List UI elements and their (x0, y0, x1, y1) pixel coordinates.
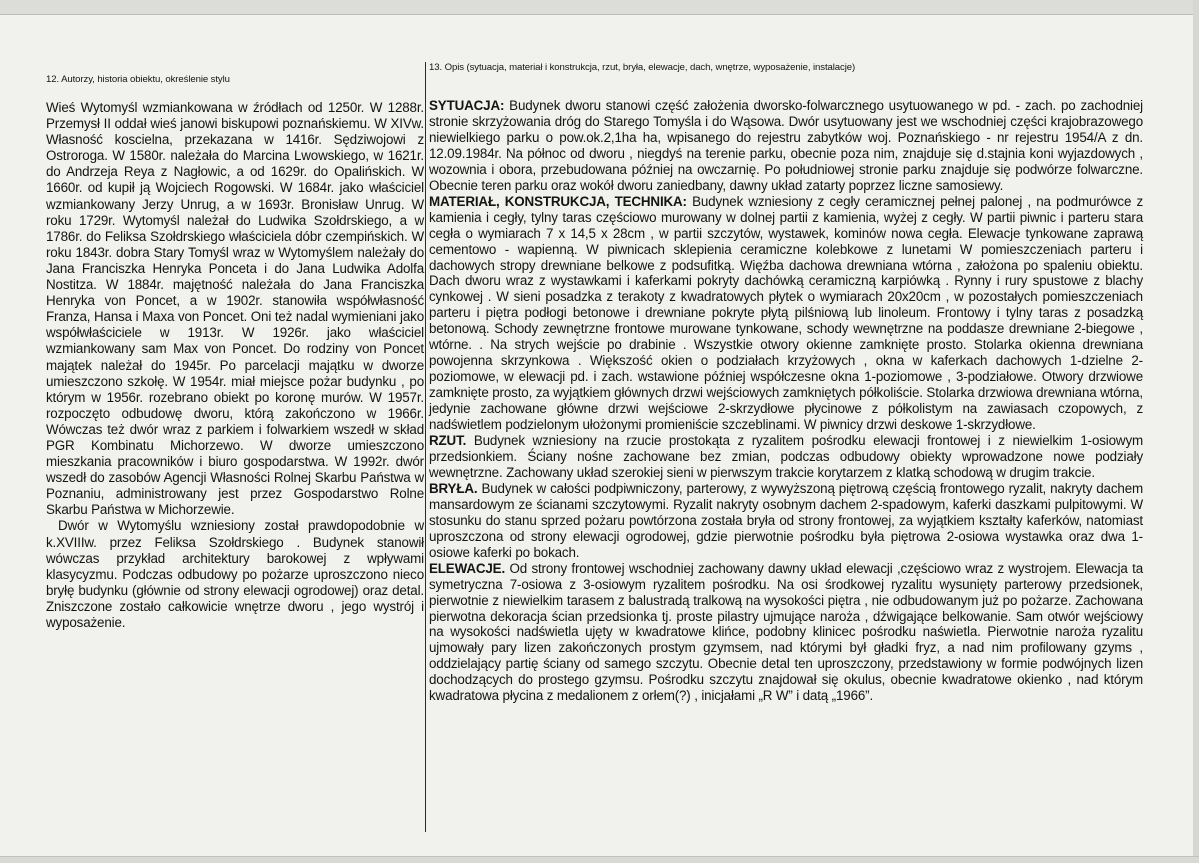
right-column-description (429, 98, 1143, 704)
section-elevations (429, 561, 1143, 705)
style-paragraph: Dwór w Wytomyślu wzniesiony został prawdopodobnie w k.XVIIIw. przez Feliksa Szołdrskiego . Budynek stanowił wówczas przykład architektury barokowej z wpływami klasycyzmu. Podczas odbudowy po pożarze uproszczono nieco bryłę budynku (głównie od strony elewacji ogrodowej) oraz detal. Zniszczone zostało całkowicie wnętrze dworu , jego wystrój i wyposażenie. (46, 518, 424, 630)
scan-right-edge (1193, 0, 1199, 863)
section-text-elevations: Od strony frontowej wschodniej zachowany dawny układ elewacji ,częściowo wraz z wystrojem. Elewacja ta symetryczna 7-osiowa z 3-osiowym ryzalitem pośrodku. Na osi środkowej ryzalitu wysunięty parterowy przedsionek, pierwotnie z niewielkim tarasem z balustradą tralkową na wysokości piętra , nie odbudowanym już po pożarze. Zachowana pierwotna dekoracja ścian przedsionka tj. proste pilastry ujmujące naroża , dźwigające belkowanie. Sam otwór wejściowy na wysokości nadświetla ujęty w kwadratowe klińce, podobny klinicec pośrodku naświetla. Pierwotnie naroża ryzalitu ujmowały pary lizen zakończonych prostym gzymsem, nad którymi był gładki fryz, a nad nim profilowany gzyms , oddzielający partię ściany od samego szczytu. Obecnie detal ten uproszczony, przedstawiony w formie podwójnych lizen dochodzących do prostego gzymsu. Pośrodku szczytu znajdował się okulus, obecnie kwadratowe okienko , nad którym kwadratowa płycina z medalionem z orłem(?) , inicjałami „R W” i datą „1966”. (429, 560, 1143, 704)
section-title-elevations: ELEWACJE. (429, 560, 506, 576)
left-column-history (46, 100, 424, 631)
section-text-massing: Budynek w całości podpiwniczony, parterowy, z wywyższoną piętrową częścią frontowego ryzalit, nakryty dachem mansardowym ze ścianami szczytowymi. Ryzalit nakryty osobnym dachem 2-spadowym, kaferki daszkami pulpitowymi. W stosunku do stanu sprzed pożaru powtórzona została bryła od strony frontowej, za wyjątkiem kształty kaferków, natomiast uproszczona od strony elewacji ogrodowej, gdzie pierwotnie pośrodku była piętrowa 2-osiowa wystawka oraz dwa 1-osiowe kaferki po bokach. (429, 480, 1143, 560)
left-column-heading: 12. Autorzy, historia obiektu, określenie stylu (46, 74, 230, 85)
section-material (429, 194, 1143, 433)
right-column-heading: 13. Opis (sytuacja, materiał i konstrukcja, rzut, bryła, elewacje, dach, wnętrze, wyposażenie, instalacje) (429, 62, 856, 73)
section-title-plan: RZUT. (429, 433, 467, 449)
scan-top-edge (0, 0, 1199, 15)
section-title-massing: BRYŁA. (429, 480, 478, 496)
section-title-material: MATERIAŁ, KONSTRUKCJA, TECHNIKA: (429, 193, 687, 209)
history-paragraph: Wieś Wytomyśl wzmiankowana w źródłach od 1250r. W 1288r. Przemysł II oddał wieś janowi biskupowi poznańskiemu. W XIVw. Własność koscielna, przekazana w 1416r. Sędziwojowi z Ostroroga. W 1580r. należała do Marcina Lwowskiego, w 1621r. do Andrzeja Reya z Nagłowic, a od 1629r. do Opalińskich. W 1660r. od kupił ją Wojciech Rogowski. W 1684r. jako właściciel wzmiankowany Jerzy Unrug, a w 1693r. Bronisław Unrug. W roku 1729r. Wytomyśl należał do Ludwika Szołdrskiego, a w 1786r. do Feliksa Szołdrskiego właściciela dóbr czempińskich. W roku 1843r. dobra Stary Tomyśl wraz w Wytomyślem należały do Jana Franciszka Henryka Ponceta i do Jana Ludwika Adolfa Nostitza. W 1884r. majętność należała do Jana Franciszka Henryka von Poncet, a w 1902r. stanowiła współwłasność Franza, Hansa i Maxa von Poncet. Oni też nadal wymieniani jako współwłaściciele w 1913r. W 1926r. jako właściciel wzmiankowany sam Max von Poncet. Do rodziny von Poncet majątek należał do 1945r. Po parcelacji majątku w dworze umieszczono szkołę. W 1954r. miał miejsce pożar budynku , po którym w 1956r. rozebrano obiekt po koronę murów. W 1957r. rozpoczęto odbudowę dworu, którą zakończono w 1966r. Wówczas też dwór wraz z parkiem i folwarkiem wszedł w skład PGR Kombinatu Michorzewo. W dworze umieszczono mieszkania pracowników i biuro gospodarstwa. W 1992r. dwór wszedł do zasobów Agencji Własności Rolnej Skarbu Państwa w Poznaniu, administrowany jest przez Gospodarstwo Rolne Skarbu Państwa w Michorzewie. (46, 100, 424, 518)
scan-bottom-edge (0, 856, 1199, 863)
section-text-situation: Budynek dworu stanowi część założenia dworsko-folwarcznego usytuowanego w pd. - zach. po zachodniej stronie skrzyżowania dróg do Starego Tomyśla i do Wąsowa. Dwór usytuowany jest we wschodniej części krajobrazowego niewielkiego parku o pow.ok.2,1ha ha, wpisanego do rejestru zabytków woj. Poznańskiego - nr rejestru 1954/A z dn. 12.09.1984r. Na północ od dworu , niegdyś na terenie parku, obecnie poza nim, znajduje się d.stajnia koni wyjazdowych , wozownia i obora, przebudowana później na owczarnię. Po południowej stronie parku znajduje się podwórze folwarczne. Obecnie teren parku oraz wokół dworu zaniedbany, dawny układ zatarty poprzez liczne samosiewy. (429, 98, 1143, 193)
section-title-situation: SYTUACJA: (429, 98, 505, 113)
section-text-plan: Budynek wzniesiony na rzucie prostokąta z ryzalitem pośrodku elewacji frontowej i z niewielkim 1-osiowym przedsionkiem. Ściany nośne zachowane bez zmian, podczas odbudowy obiekty wprowadzone nowe podziały wewnętrzne. Zachowany układ szerokiej sieni w pierwszym trakcie korytarzem z klatką schodową w drugim trakcie. (429, 433, 1143, 480)
section-text-material: Budynek wzniesiony z cegły ceramicznej pełnej palonej , na podmurówce z kamienia i cegły, tylny taras częściowo murowany w dolnej partii z kamienia, wyżej z cegły. W partii piwnic i parteru stara cegła o wymiarach 7 x 14,5 x 28cm , w partii szczytów, wystawek, kominów nowa cegła. Elewacje tynkowane zaprawą cementowo - wapienną. W piwnicach sklepienia ceramiczne kolebkowe z lunetami W pomieszczeniach parteru i dachowych stropy drewniane belkowe z podsufitką. Więźba dachowa drewniana wtórna , założona po spaleniu obiektu. Dach dworu wraz z wystawkami i kaferkami pokryty dachówką ceramiczną karpiówką . Rynny i rury spustowe z blachy cynkowej . W sieni posadzka z terakoty z kwadratowych płytek o wymiarach 20x20cm , w pozostałych pomieszczeniach parteru i piętra podłogi betonowe i drewniane pokryte płytą pilśniową lub linoleum. Frontowy i tylny taras z posadzką betonową. Schody zewnętrzne frontowe murowane tynkowane, schody wewnętrzne na poddasze drewniane 2-biegowe , wtórne. . Na strych wejście po drabinie . Wszystkie otwory okienne zamknięte prosto. Stolarka okienna drewniana powojenna skrzynkowa . Większość okien o podziałach krzyżowych , okna w kaferkach dachowych 1-dzielne 2-poziomowe, w elewacji pd. i zach. wstawione później współczesne okna 1-poziomowe , 3-podziałowe. Otwory drzwiowe zamknięte prosto, za wyjątkiem głównych drzwi wejściowych zamkniętych półkoliście. Stolarka drzwiowa drewniana wtórna, jedynie zachowane główne drzwi wejściowe 2-skrzydłowe płycinowe z półkolistym na zawiasach czopowych, z nadświetlem podzielonym ułożonymi promieniście szczeblinami. W piwnicy drzwi deskowe 1-skrzydłowe. (429, 193, 1143, 433)
column-divider (425, 62, 426, 832)
section-plan (429, 433, 1143, 481)
section-massing (429, 481, 1143, 561)
section-situation (429, 98, 1143, 194)
